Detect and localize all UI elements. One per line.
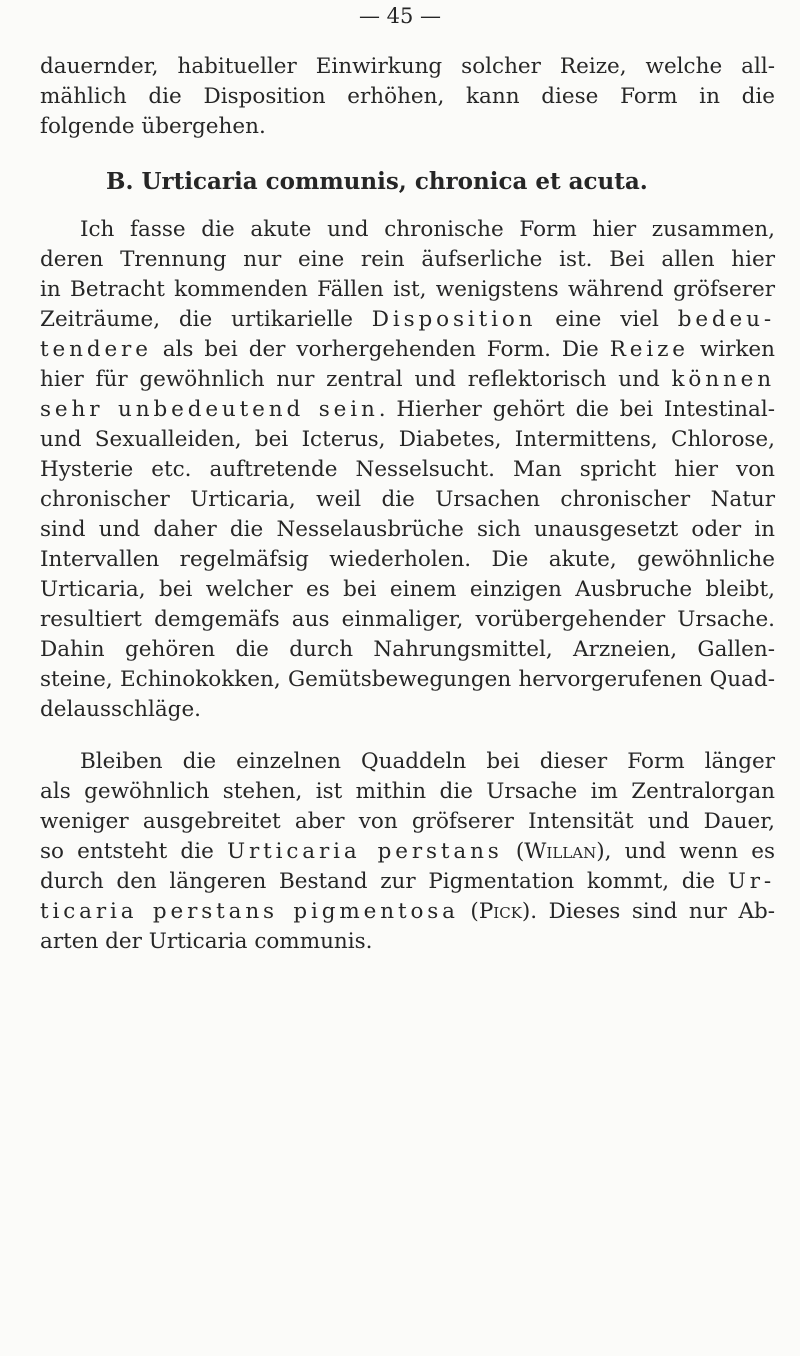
emphasized-text: tendere bbox=[40, 337, 152, 362]
emphasized-text: Urticaria perstans bbox=[226, 839, 503, 864]
text-segment: als gewöhnlich stehen, ist mithin die Ursache im Zentralorgan bbox=[40, 779, 775, 804]
text-line bbox=[40, 365, 775, 395]
emphasized-text: ticaria perstans pigmentosa bbox=[40, 899, 459, 924]
text-line bbox=[40, 665, 775, 695]
author-name: Willan bbox=[524, 839, 597, 864]
text-line bbox=[40, 425, 775, 455]
text-segment: Bleiben die einzelnen Quaddeln bei dieser Form länger bbox=[80, 749, 775, 774]
text-segment: in Betracht kommenden Fällen ist, wenigstens während gröfserer bbox=[40, 277, 775, 302]
text-segment: . Hierher gehört die bei Intestinal- bbox=[378, 397, 775, 422]
text-line bbox=[40, 305, 775, 335]
emphasized-text: Ur- bbox=[727, 869, 775, 894]
author-name: Pick bbox=[478, 899, 522, 924]
text-segment: arten der Urticaria communis. bbox=[40, 929, 373, 954]
text-line bbox=[40, 395, 775, 425]
text-segment: durch den längeren Bestand zur Pigmentation kommt, die bbox=[40, 869, 728, 894]
text-segment: Ich fasse die akute und chronische Form hier zusammen, bbox=[80, 217, 775, 242]
text-segment: ). Dieses sind nur Ab- bbox=[521, 899, 776, 924]
text-line bbox=[40, 335, 775, 365]
text-segment: Dahin gehören die durch Nahrungsmittel, Arzneien, Gallen- bbox=[40, 637, 775, 662]
text-line bbox=[40, 777, 775, 807]
text-line bbox=[40, 837, 775, 867]
text-segment: weniger ausgebreitet aber von gröfserer Intensität und Dauer, bbox=[40, 809, 775, 834]
text-line bbox=[40, 867, 775, 897]
text-segment: hier für gewöhnlich nur zentral und reflektorisch und bbox=[40, 367, 672, 392]
text-segment: und Sexualleiden, bei Icterus, Diabetes, Intermittens, Chlorose, bbox=[40, 427, 775, 452]
text-line bbox=[40, 605, 775, 635]
text-segment: mählich die Disposition erhöhen, kann diese Form in die bbox=[40, 84, 775, 109]
emphasized-text: Disposition bbox=[371, 307, 537, 332]
text-segment: folgende übergehen. bbox=[40, 114, 266, 139]
emphasized-text: Reize bbox=[609, 337, 689, 362]
text-line bbox=[40, 545, 775, 575]
text-segment: als bei der vorhergehenden Form. Die bbox=[151, 337, 610, 362]
text-line bbox=[40, 575, 775, 605]
text-line bbox=[40, 807, 775, 837]
text-segment: deren Trennung nur eine rein äufserliche ist. Bei allen hier bbox=[40, 247, 775, 272]
text-line bbox=[40, 515, 775, 545]
paragraph-gap bbox=[40, 725, 775, 747]
text-line bbox=[40, 52, 775, 82]
text-segment: Intervallen regelmäfsig wiederholen. Die akute, gewöhnliche bbox=[40, 547, 775, 572]
text-segment: sind und daher die Nesselausbrüche sich unausgesetzt oder in bbox=[40, 517, 775, 542]
text-segment: delausschläge. bbox=[40, 697, 201, 722]
emphasized-text: können bbox=[671, 367, 775, 392]
text-line bbox=[40, 112, 775, 142]
body-text bbox=[40, 52, 775, 957]
section-heading: B. Urticaria communis, chronica et acuta. bbox=[106, 168, 648, 195]
text-line bbox=[40, 695, 775, 725]
text-line bbox=[40, 927, 775, 957]
text-line bbox=[40, 747, 775, 777]
text-line bbox=[40, 275, 775, 305]
emphasized-text: sehr unbedeutend sein bbox=[40, 397, 379, 422]
text-line bbox=[40, 245, 775, 275]
text-line bbox=[40, 82, 775, 112]
text-segment: Urticaria, bei welcher es bei einem einzigen Ausbruche bleibt, bbox=[40, 577, 775, 602]
text-segment: wirken bbox=[688, 337, 775, 362]
text-segment: eine viel bbox=[536, 307, 678, 332]
text-line bbox=[40, 485, 775, 515]
text-segment: dauernder, habitueller Einwirkung solcher Reize, welche all- bbox=[40, 54, 775, 79]
text-segment: ), und wenn es bbox=[596, 839, 776, 864]
text-segment: Hysterie etc. auftretende Nesselsucht. Man spricht hier von bbox=[40, 457, 775, 482]
text-segment: steine, Echinokokken, Gemütsbewegungen hervorgerufenen Quad- bbox=[40, 667, 775, 692]
page-number: — 45 — bbox=[358, 4, 442, 28]
text-segment: ( bbox=[458, 899, 479, 924]
emphasized-text: bedeu- bbox=[677, 307, 775, 332]
text-segment: Zeiträume, die urtikarielle bbox=[40, 307, 372, 332]
text-line bbox=[40, 215, 775, 245]
text-segment: resultiert demgemäfs aus einmaliger, vorübergehender Ursache. bbox=[40, 607, 775, 632]
text-segment: chronischer Urticaria, weil die Ursachen chronischer Natur bbox=[40, 487, 775, 512]
text-line bbox=[40, 455, 775, 485]
text-line bbox=[40, 635, 775, 665]
text-line bbox=[40, 897, 775, 927]
text-segment: ( bbox=[502, 839, 525, 864]
text-segment: so entsteht die bbox=[40, 839, 227, 864]
